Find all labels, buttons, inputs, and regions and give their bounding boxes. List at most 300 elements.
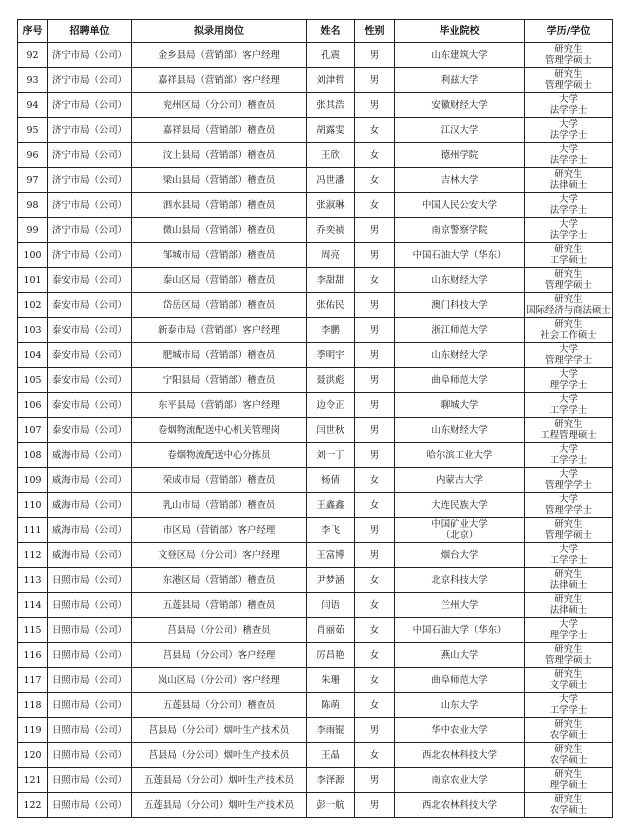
cell-edu-line: 研究生: [554, 594, 583, 605]
cell-edu-line: 研究生: [554, 269, 583, 280]
cell-unit: 威海市局（公司）: [48, 543, 132, 568]
cell-post: 东港区局（营销部）稽查员: [132, 568, 307, 593]
cell-name: 边令正: [307, 393, 355, 418]
cell-edu-line: 研究生: [554, 69, 583, 80]
header-post: 拟录用岗位: [132, 20, 307, 43]
cell-name: 刘津哲: [307, 68, 355, 93]
cell-edu: [525, 543, 613, 568]
cell-no: 101: [18, 268, 48, 293]
cell-edu-line: 大学: [559, 469, 578, 480]
cell-school: 北京科技大学: [395, 568, 525, 593]
cell-edu: [525, 743, 613, 768]
cell-school: 内蒙古大学: [395, 468, 525, 493]
table-row: [18, 568, 613, 593]
table-row: [18, 468, 613, 493]
cell-no: 113: [18, 568, 48, 593]
cell-gender: 女: [355, 743, 395, 768]
cell-edu-line: 管理学硕士: [545, 80, 592, 91]
cell-gender: 女: [355, 668, 395, 693]
cell-edu-line: 研究生: [554, 644, 583, 655]
cell-gender: 男: [355, 68, 395, 93]
recruitment-sheet: [17, 19, 613, 818]
cell-edu: [525, 618, 613, 643]
cell-edu-line: 工学学士: [549, 705, 588, 716]
cell-name: 杨倩: [307, 468, 355, 493]
cell-edu-line: 研究生: [554, 419, 583, 430]
cell-unit: 济宁市局（公司）: [48, 68, 132, 93]
cell-no: 102: [18, 293, 48, 318]
cell-edu-line: 大学: [559, 369, 578, 380]
cell-name: 乔奕祯: [307, 218, 355, 243]
cell-edu-line: 大学: [559, 344, 578, 355]
cell-name: 李泽源: [307, 768, 355, 793]
cell-edu-line: 大学: [559, 619, 578, 630]
cell-gender: 女: [355, 118, 395, 143]
cell-edu: [525, 43, 613, 68]
cell-school: 江汉大学: [395, 118, 525, 143]
cell-edu-line: 法学学士: [549, 105, 588, 116]
cell-gender: 男: [355, 443, 395, 468]
cell-school: 南京农业大学: [395, 768, 525, 793]
cell-school: 西北农林科技大学: [395, 743, 525, 768]
cell-gender: 男: [355, 218, 395, 243]
cell-post: 莒县局（分公司）烟叶生产技术员: [132, 743, 307, 768]
cell-unit: 济宁市局（公司）: [48, 143, 132, 168]
header-row: [18, 20, 613, 43]
cell-edu: [525, 793, 613, 818]
cell-edu: [525, 143, 613, 168]
cell-edu-line: 研究生: [554, 319, 583, 330]
cell-edu: [525, 193, 613, 218]
cell-edu-line: 理学学士: [549, 380, 588, 391]
cell-edu-line: 工学学士: [549, 405, 588, 416]
cell-unit: 泰安市局（公司）: [48, 318, 132, 343]
cell-unit: 济宁市局（公司）: [48, 168, 132, 193]
table-row: [18, 168, 613, 193]
cell-gender: 男: [355, 418, 395, 443]
cell-school: 兰州大学: [395, 593, 525, 618]
cell-edu-line: 管理学学士: [545, 505, 592, 516]
table-row: [18, 293, 613, 318]
recruitment-table: [17, 19, 613, 818]
cell-no: 114: [18, 593, 48, 618]
cell-post: 莒县局（分公司）稽查员: [132, 618, 307, 643]
cell-post: 新泰市局（营销部）客户经理: [132, 318, 307, 343]
cell-edu: [525, 293, 613, 318]
cell-unit: 日照市局（公司）: [48, 593, 132, 618]
table-row: [18, 718, 613, 743]
cell-gender: 女: [355, 143, 395, 168]
cell-name: 刘一丁: [307, 443, 355, 468]
cell-school: 西北农林科技大学: [395, 793, 525, 818]
cell-gender: 男: [355, 318, 395, 343]
table-row: [18, 393, 613, 418]
cell-gender: 女: [355, 643, 395, 668]
cell-school: 中国人民公安大学: [395, 193, 525, 218]
table-row: [18, 618, 613, 643]
cell-edu-line: 理学硕士: [549, 780, 588, 791]
cell-name: 孔震: [307, 43, 355, 68]
cell-unit: 济宁市局（公司）: [48, 193, 132, 218]
cell-edu: [525, 343, 613, 368]
cell-edu-line: 大学: [559, 544, 578, 555]
cell-school: 山东财经大学: [395, 268, 525, 293]
cell-unit: 泰安市局（公司）: [48, 393, 132, 418]
cell-edu-line: 管理学硕士: [545, 655, 592, 666]
table-row: [18, 693, 613, 718]
table-row: [18, 193, 613, 218]
cell-edu: [525, 568, 613, 593]
cell-school: [395, 518, 525, 543]
cell-name: 张佑民: [307, 293, 355, 318]
table-row: [18, 743, 613, 768]
cell-post: 泰山区局（营销部）稽查员: [132, 268, 307, 293]
cell-edu-line: 法律硕士: [549, 605, 588, 616]
cell-no: 109: [18, 468, 48, 493]
table-row: [18, 443, 613, 468]
cell-no: 106: [18, 393, 48, 418]
cell-school: 山东财经大学: [395, 343, 525, 368]
cell-unit: 泰安市局（公司）: [48, 268, 132, 293]
cell-post: 泗水县局（营销部）稽查员: [132, 193, 307, 218]
cell-gender: 男: [355, 343, 395, 368]
cell-post: 嘉祥县局（营销部）稽查员: [132, 118, 307, 143]
cell-post: 莒县局（分公司）烟叶生产技术员: [132, 718, 307, 743]
cell-school: 聊城大学: [395, 393, 525, 418]
cell-post: 东平县局（营销部）客户经理: [132, 393, 307, 418]
header-name: 姓名: [307, 20, 355, 43]
cell-school: 曲阜师范大学: [395, 368, 525, 393]
cell-post: 肥城市局（营销部）稽查员: [132, 343, 307, 368]
cell-gender: 男: [355, 293, 395, 318]
cell-edu-line: 研究生: [554, 519, 583, 530]
cell-name: 冯世潘: [307, 168, 355, 193]
cell-unit: 泰安市局（公司）: [48, 293, 132, 318]
cell-edu-line: 法律硕士: [549, 180, 588, 191]
cell-no: 122: [18, 793, 48, 818]
cell-name: 王鑫鑫: [307, 493, 355, 518]
cell-unit: 威海市局（公司）: [48, 468, 132, 493]
cell-unit: 泰安市局（公司）: [48, 418, 132, 443]
cell-unit: 日照市局（公司）: [48, 743, 132, 768]
table-row: [18, 768, 613, 793]
cell-post: 邹城市局（营销部）稽查员: [132, 243, 307, 268]
cell-gender: 女: [355, 693, 395, 718]
cell-school: 利兹大学: [395, 68, 525, 93]
cell-name: 王欣: [307, 143, 355, 168]
cell-no: 115: [18, 618, 48, 643]
cell-no: 99: [18, 218, 48, 243]
cell-edu-line: 法学学士: [549, 130, 588, 141]
cell-post: 卷烟物流配送中心分拣员: [132, 443, 307, 468]
table-body: [18, 43, 613, 818]
cell-name: 朱珊: [307, 668, 355, 693]
cell-no: 112: [18, 543, 48, 568]
cell-unit: 威海市局（公司）: [48, 443, 132, 468]
cell-edu-line: 研究生: [554, 719, 583, 730]
cell-post: 五莲县局（分公司）稽查员: [132, 693, 307, 718]
cell-unit: 日照市局（公司）: [48, 668, 132, 693]
cell-post: 乳山市局（营销部）稽查员: [132, 493, 307, 518]
cell-name: 张其浩: [307, 93, 355, 118]
cell-gender: 女: [355, 168, 395, 193]
table-row: [18, 218, 613, 243]
cell-post: 嘉祥县局（营销部）客户经理: [132, 68, 307, 93]
cell-school: 浙江师范大学: [395, 318, 525, 343]
cell-edu: [525, 668, 613, 693]
cell-edu-line: 法学学士: [549, 230, 588, 241]
cell-post: 汶上县局（营销部）稽查员: [132, 143, 307, 168]
cell-unit: 济宁市局（公司）: [48, 93, 132, 118]
cell-edu-line: 国际经济与商法硕士: [526, 305, 611, 316]
cell-post: 莒县局（分公司）客户经理: [132, 643, 307, 668]
cell-edu-line: 研究生: [554, 669, 583, 680]
cell-school-line: 中国矿业大学: [431, 519, 488, 530]
cell-school: 南京警察学院: [395, 218, 525, 243]
cell-edu-line: 大学: [559, 194, 578, 205]
table-row: [18, 643, 613, 668]
table-row: [18, 118, 613, 143]
cell-name: 王富博: [307, 543, 355, 568]
table-row: [18, 543, 613, 568]
cell-school: 华中农业大学: [395, 718, 525, 743]
cell-unit: 日照市局（公司）: [48, 643, 132, 668]
cell-unit: 日照市局（公司）: [48, 793, 132, 818]
cell-gender: 男: [355, 243, 395, 268]
cell-unit: 济宁市局（公司）: [48, 118, 132, 143]
cell-edu-line: 研究生: [554, 169, 583, 180]
cell-edu: [525, 768, 613, 793]
cell-edu-line: 研究生: [554, 244, 583, 255]
cell-no: 118: [18, 693, 48, 718]
cell-gender: 男: [355, 543, 395, 568]
cell-gender: 女: [355, 593, 395, 618]
cell-gender: 男: [355, 43, 395, 68]
cell-gender: 男: [355, 768, 395, 793]
cell-school: 中国石油大学（华东）: [395, 243, 525, 268]
header-school: 毕业院校: [395, 20, 525, 43]
table-row: [18, 243, 613, 268]
cell-gender: 女: [355, 618, 395, 643]
cell-no: 117: [18, 668, 48, 693]
cell-no: 93: [18, 68, 48, 93]
cell-no: 119: [18, 718, 48, 743]
cell-edu-line: 研究生: [554, 44, 583, 55]
cell-unit: 日照市局（公司）: [48, 693, 132, 718]
cell-school: 德州学院: [395, 143, 525, 168]
cell-school: 澳门科技大学: [395, 293, 525, 318]
cell-edu: [525, 368, 613, 393]
cell-edu: [525, 68, 613, 93]
cell-edu-line: 大学: [559, 94, 578, 105]
cell-no: 120: [18, 743, 48, 768]
table-row: [18, 343, 613, 368]
cell-name: 胡露雯: [307, 118, 355, 143]
cell-no: 92: [18, 43, 48, 68]
cell-name: 闫世秋: [307, 418, 355, 443]
cell-post: 卷烟物流配送中心机关管理岗: [132, 418, 307, 443]
cell-name: 李雨锟: [307, 718, 355, 743]
table-row: [18, 93, 613, 118]
cell-edu-line: 大学: [559, 119, 578, 130]
cell-edu-line: 大学: [559, 394, 578, 405]
cell-name: 季明宇: [307, 343, 355, 368]
cell-no: 104: [18, 343, 48, 368]
header-edu: 学历/学位: [525, 20, 613, 43]
cell-school: 中国石油大学（华东）: [395, 618, 525, 643]
cell-school: 山东财经大学: [395, 418, 525, 443]
cell-no: 116: [18, 643, 48, 668]
cell-school: 山东大学: [395, 693, 525, 718]
cell-edu: [525, 643, 613, 668]
table-row: [18, 43, 613, 68]
header-unit: 招聘单位: [48, 20, 132, 43]
cell-edu-line: 管理学硕士: [545, 530, 592, 541]
cell-edu: [525, 318, 613, 343]
cell-edu: [525, 268, 613, 293]
cell-edu-line: 研究生: [554, 569, 583, 580]
cell-name: 闫语: [307, 593, 355, 618]
cell-unit: 济宁市局（公司）: [48, 243, 132, 268]
table-row: [18, 318, 613, 343]
cell-post: 兖州区局（分公司）稽查员: [132, 93, 307, 118]
cell-unit: 威海市局（公司）: [48, 493, 132, 518]
cell-edu-line: 工学学士: [549, 555, 588, 566]
cell-edu-line: 农学硕士: [549, 730, 588, 741]
cell-edu-line: 工程管理硕士: [540, 430, 597, 441]
table-row: [18, 518, 613, 543]
cell-no: 105: [18, 368, 48, 393]
cell-edu: [525, 418, 613, 443]
cell-edu-line: 大学: [559, 694, 578, 705]
table-row: [18, 493, 613, 518]
cell-post: 金乡县局（营销部）客户经理: [132, 43, 307, 68]
cell-edu: [525, 118, 613, 143]
cell-name: 肖丽茹: [307, 618, 355, 643]
cell-post: 宁阳县局（营销部）稽查员: [132, 368, 307, 393]
cell-edu-line: 工学硕士: [549, 255, 588, 266]
cell-post: 岚山区局（分公司）客户经理: [132, 668, 307, 693]
table-row: [18, 593, 613, 618]
cell-no: 121: [18, 768, 48, 793]
cell-post: 五莲县局（分公司）烟叶生产技术员: [132, 793, 307, 818]
cell-edu: [525, 218, 613, 243]
cell-unit: 日照市局（公司）: [48, 618, 132, 643]
cell-post: 五莲县局（营销部）稽查员: [132, 593, 307, 618]
cell-no: 94: [18, 93, 48, 118]
cell-edu-line: 理学学士: [549, 630, 588, 641]
cell-gender: 男: [355, 393, 395, 418]
cell-unit: 日照市局（公司）: [48, 568, 132, 593]
cell-no: 96: [18, 143, 48, 168]
cell-post: 岱岳区局（营销部）稽查员: [132, 293, 307, 318]
cell-no: 97: [18, 168, 48, 193]
cell-gender: 女: [355, 468, 395, 493]
cell-edu-line: 社会工作硕士: [540, 330, 597, 341]
cell-edu-line: 大学: [559, 219, 578, 230]
cell-edu-line: 研究生: [554, 794, 583, 805]
cell-gender: 女: [355, 193, 395, 218]
cell-no: 111: [18, 518, 48, 543]
cell-edu-line: 管理学学士: [545, 355, 592, 366]
cell-edu-line: 文学硕士: [549, 680, 588, 691]
cell-edu: [525, 718, 613, 743]
cell-unit: 泰安市局（公司）: [48, 368, 132, 393]
cell-unit: 威海市局（公司）: [48, 518, 132, 543]
cell-school-line: （北京）: [440, 530, 479, 541]
cell-post: 市区局（营销部）客户经理: [132, 518, 307, 543]
table-row: [18, 418, 613, 443]
cell-gender: 男: [355, 518, 395, 543]
cell-name: 张淑琳: [307, 193, 355, 218]
cell-school: 山东建筑大学: [395, 43, 525, 68]
cell-gender: 男: [355, 93, 395, 118]
header-no: 序号: [18, 20, 48, 43]
cell-edu-line: 农学硕士: [549, 805, 588, 816]
table-row: [18, 668, 613, 693]
table-row: [18, 68, 613, 93]
cell-post: 五莲县局（分公司）烟叶生产技术员: [132, 768, 307, 793]
cell-no: 100: [18, 243, 48, 268]
table-row: [18, 793, 613, 818]
cell-edu: [525, 493, 613, 518]
cell-unit: 日照市局（公司）: [48, 768, 132, 793]
cell-gender: 男: [355, 718, 395, 743]
cell-unit: 日照市局（公司）: [48, 718, 132, 743]
header-gender: 性别: [355, 20, 395, 43]
cell-edu: [525, 168, 613, 193]
cell-edu-line: 法学学士: [549, 155, 588, 166]
cell-name: 李飞: [307, 518, 355, 543]
cell-edu-line: 管理学硕士: [545, 55, 592, 66]
cell-no: 103: [18, 318, 48, 343]
cell-edu: [525, 693, 613, 718]
cell-school: 安徽财经大学: [395, 93, 525, 118]
cell-school: 燕山大学: [395, 643, 525, 668]
table-row: [18, 268, 613, 293]
cell-edu: [525, 443, 613, 468]
cell-gender: 女: [355, 493, 395, 518]
cell-post: 荣成市局（营销部）稽查员: [132, 468, 307, 493]
cell-no: 108: [18, 443, 48, 468]
cell-post: 微山县局（营销部）稽查员: [132, 218, 307, 243]
cell-gender: 男: [355, 793, 395, 818]
cell-edu-line: 大学: [559, 444, 578, 455]
cell-gender: 男: [355, 368, 395, 393]
cell-no: 110: [18, 493, 48, 518]
cell-school: 吉林大学: [395, 168, 525, 193]
cell-edu: [525, 243, 613, 268]
cell-edu: [525, 93, 613, 118]
cell-name: 尹梦涵: [307, 568, 355, 593]
cell-name: 陈萌: [307, 693, 355, 718]
cell-unit: 泰安市局（公司）: [48, 343, 132, 368]
cell-edu-line: 大学: [559, 144, 578, 155]
cell-school: 哈尔滨工业大学: [395, 443, 525, 468]
cell-edu-line: 法学学士: [549, 205, 588, 216]
cell-post: 文登区局（分公司）客户经理: [132, 543, 307, 568]
cell-edu: [525, 518, 613, 543]
cell-no: 98: [18, 193, 48, 218]
cell-edu-line: 研究生: [554, 744, 583, 755]
cell-edu-line: 研究生: [554, 769, 583, 780]
cell-name: 聂洪彪: [307, 368, 355, 393]
cell-gender: 女: [355, 268, 395, 293]
cell-edu-line: 法律硕士: [549, 580, 588, 591]
cell-post: 梁山县局（营销部）稽查员: [132, 168, 307, 193]
cell-edu-line: 农学硕士: [549, 755, 588, 766]
cell-name: 彭一航: [307, 793, 355, 818]
